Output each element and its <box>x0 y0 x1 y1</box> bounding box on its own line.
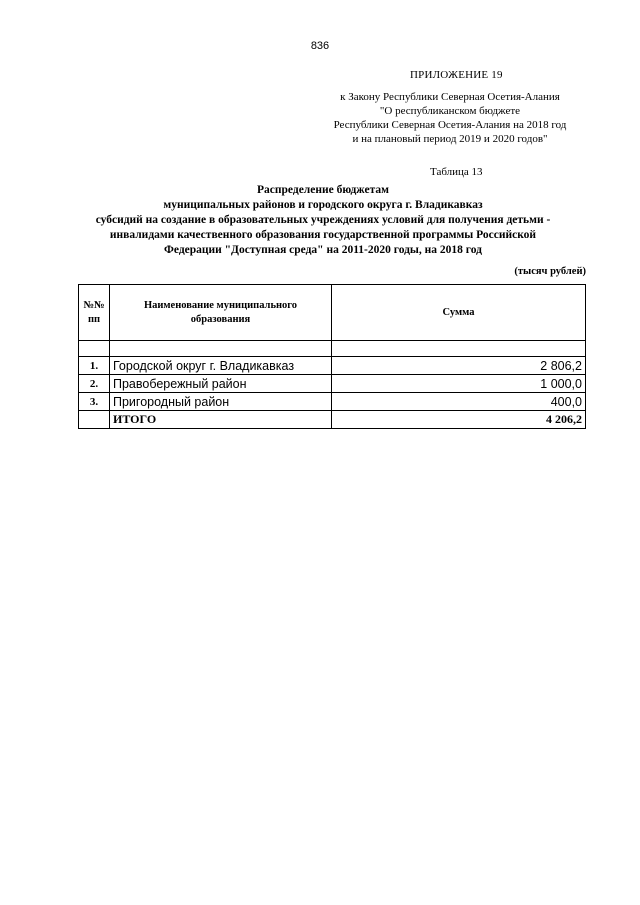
row-num: 2. <box>79 375 110 393</box>
header-num: №№ пп <box>79 285 110 341</box>
heading-line: инвалидами качественного образования государственной программы Российской <box>109 229 537 241</box>
row-name: Правобережный район <box>110 375 332 393</box>
spacer-row <box>79 341 586 357</box>
page-number: 836 <box>310 40 330 52</box>
row-num: 3. <box>79 393 110 411</box>
document-heading <box>78 183 568 258</box>
spacer-cell <box>332 341 586 357</box>
heading-line: Распределение бюджетам <box>257 184 389 196</box>
heading-line: субсидий на создание в образовательных учреждениях условий для получения детьми - <box>95 214 551 226</box>
table-label: Таблица 13 <box>430 166 483 178</box>
total-row <box>79 411 586 429</box>
appendix-line: Республики Северная Осетия-Алания на 2018 год <box>333 119 567 131</box>
appendix-title: ПРИЛОЖЕНИЕ 19 <box>410 69 503 81</box>
appendix-line: к Закону Республики Северная Осетия-Алания <box>340 91 560 103</box>
heading-line: Федерации "Доступная среда" на 2011-2020 годы, на 2018 год <box>164 244 482 256</box>
table-row <box>79 375 586 393</box>
appendix-reference <box>320 90 580 146</box>
row-name: Городской округ г. Владикавказ <box>110 357 332 375</box>
appendix-line: "О республиканском бюджете <box>379 105 521 117</box>
appendix-line: и на плановый период 2019 и 2020 годов" <box>352 133 548 145</box>
header-sum: Сумма <box>332 285 586 341</box>
row-name: Пригородный район <box>110 393 332 411</box>
total-label: ИТОГО <box>110 411 332 429</box>
row-num: 1. <box>79 357 110 375</box>
table-row <box>79 393 586 411</box>
row-sum: 1 000,0 <box>332 375 586 393</box>
budget-table <box>78 284 586 429</box>
header-name: Наименование муниципального образования <box>110 285 332 341</box>
total-num <box>79 411 110 429</box>
spacer-cell <box>79 341 110 357</box>
table-header-row <box>79 285 586 341</box>
spacer-cell <box>110 341 332 357</box>
units-label: (тысяч рублей) <box>514 266 586 277</box>
table-row <box>79 357 586 375</box>
total-sum: 4 206,2 <box>332 411 586 429</box>
row-sum: 400,0 <box>332 393 586 411</box>
row-sum: 2 806,2 <box>332 357 586 375</box>
heading-line: муниципальных районов и городского округа г. Владикавказ <box>163 199 483 211</box>
